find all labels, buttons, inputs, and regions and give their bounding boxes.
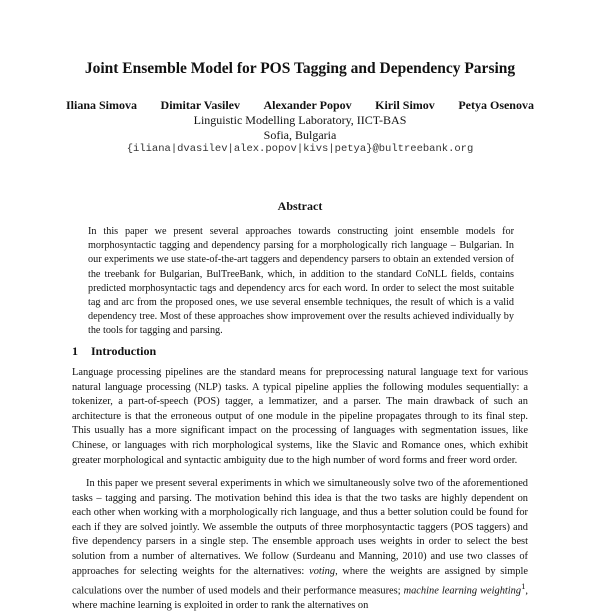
- paragraph-text: , where machine learning is exploited in order to rank the alternatives on: [72, 585, 528, 612]
- intro-paragraph-1: Language processing pipelines are the standard means for preprocessing natural language text for various natural language processing (NLP) tasks. A typical pipeline applies the following modules sequentially: a tokenizer, a part-of-speech (POS) tagger, a lemmatizer, and a parser. The main drawback of such an architecture is that the erroneous output of one module in the pipeline propagates through to its final step. This usually has a more significant impact on the processing of languages with segmentation issues, like Chinese, or languages with rich morphological systems, like the Slavic and Romance ones, which exhibit greater morphological and syntactic ambiguity due to the high number of word forms and freer word order.: [72, 367, 528, 466]
- paragraph-text: , where the weights are assigned by simple calculations over the number of used models and their performance measures;: [72, 565, 529, 597]
- author-name: Petya Osenova: [458, 98, 534, 112]
- author-name: Kiril Simov: [375, 98, 435, 112]
- emphasis-term: voting: [309, 565, 336, 577]
- paper-title: Joint Ensemble Model for POS Tagging and Dependency Parsing: [84, 60, 516, 77]
- abstract-heading: Abstract: [277, 199, 323, 213]
- author-name: Alexander Popov: [263, 98, 352, 112]
- section-number: 1: [72, 344, 78, 358]
- emphasis-term: machine learning weighting: [403, 585, 522, 597]
- author-name: Dimitar Vasilev: [160, 98, 240, 112]
- city: Sofia, Bulgaria: [263, 128, 337, 142]
- abstract-text: In this paper we present several approaches towards constructing joint ensemble models for morphosyntactic tagging and dependency parsing for a morphologically rich language – Bulgarian. In our experiments we use state-of-the-art taggers and dependency parsers to obtain an extended version of the treebank for Bulgarian, BulTreeBank, which, in addition to the standard CoNLL fields, contains predicted morphosyntactic tags and dependency arcs for each word. In order to select the most suitable tag and arc from the proposed ones, we use several ensemble techniques, the result of which is a valid dependency tree. Most of these approaches show improvement over the results achieved individually by the tools for tagging and parsing.: [88, 226, 514, 337]
- paragraph-text: In this paper we present several experiments in which we simultaneously solve two of the aforementioned tasks – tagging and parsing. The motivation behind this idea is that the two tasks are highly dependent on each other when working with a morphologically rich language, and thus a better solution could be found for each if they are solved jointly. We assemble the outputs of three morphosyntactic taggers (POS taggers) and five dependency parsers in a single step. The ensemble approach uses weights in order to select the best solution from a number of alternatives. We follow (Surdeanu and Manning, 2010) and use two classes of approaches for selecting weights for the alternatives:: [72, 478, 528, 577]
- affiliation: Linguistic Modelling Laboratory, IICT-BAS: [193, 113, 407, 127]
- footnote-marker[interactable]: 1: [521, 581, 526, 592]
- author-name: Iliana Simova: [66, 98, 138, 112]
- intro-paragraph-2: [72, 477, 528, 614]
- section-heading: [72, 344, 156, 359]
- author-emails: {iliana|dvasilev|alex.popov|kivs|petya}@bultreebank.org: [126, 143, 474, 155]
- author-list: [66, 98, 534, 113]
- section-title: Introduction: [91, 344, 157, 358]
